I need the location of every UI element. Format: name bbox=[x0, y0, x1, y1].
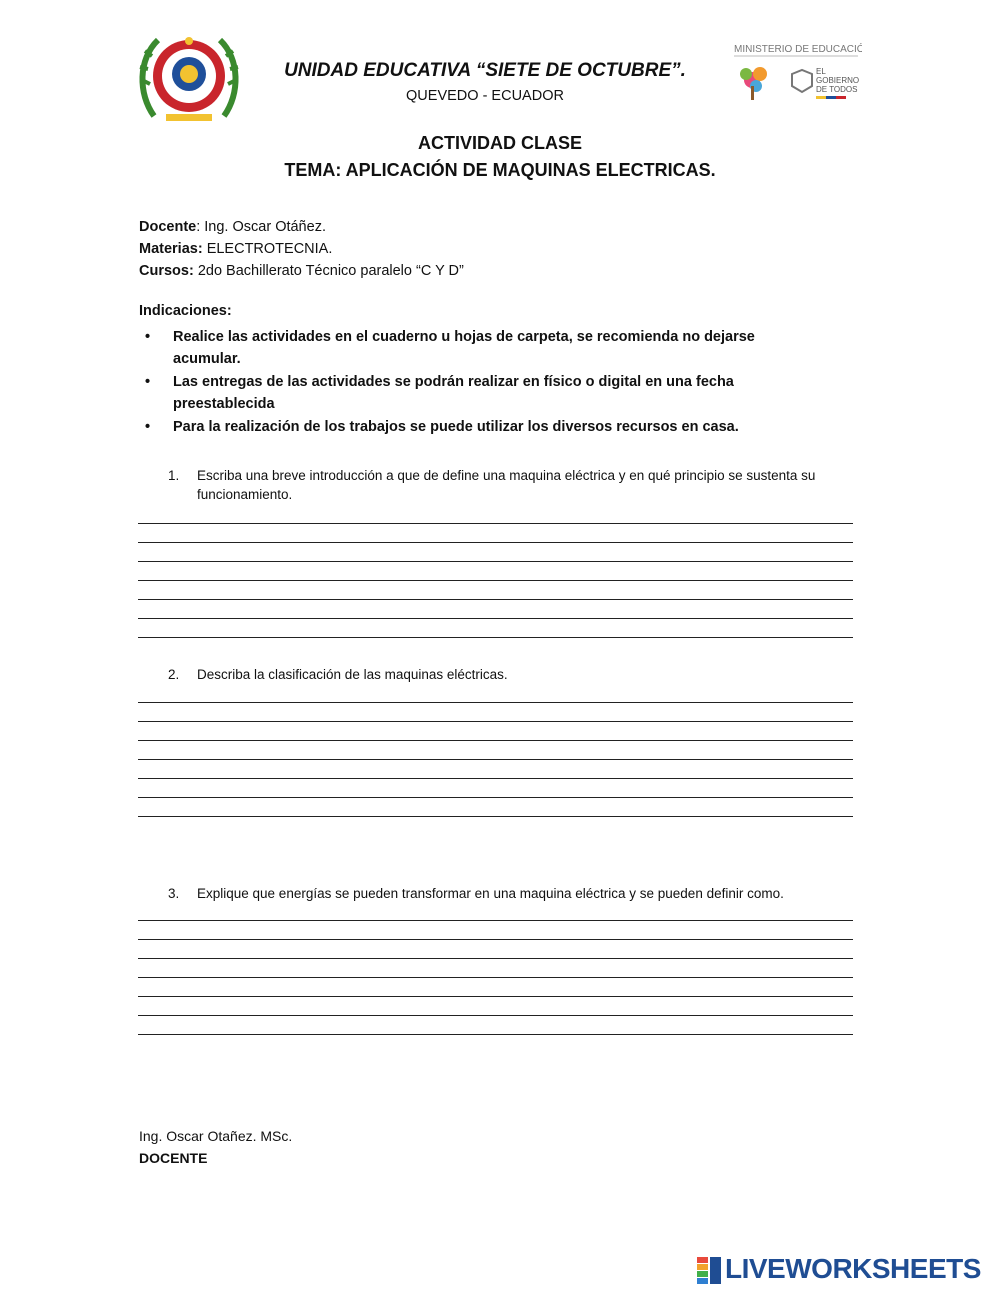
school-name: UNIDAD EDUCATIVA “SIETE DE OCTUBRE”. bbox=[284, 60, 686, 81]
svg-text:GOBIERNO: GOBIERNO bbox=[816, 76, 860, 85]
list-item: • Realice las actividades en el cuaderno u hojas de carpeta, se recomienda no dejarse acumular. bbox=[139, 326, 819, 370]
question-2 bbox=[168, 665, 818, 684]
signature-role: DOCENTE bbox=[139, 1150, 208, 1166]
question-number: 2. bbox=[168, 667, 180, 682]
docente-row bbox=[139, 216, 464, 238]
list-item: • Las entregas de las actividades se podrán realizar en físico o digital en una fecha preestablecida bbox=[139, 371, 819, 415]
question-3 bbox=[168, 884, 818, 903]
question-text: Escriba una breve introducción a que de define una maquina eléctrica y en qué principio se sustenta su funcionamiento. bbox=[197, 468, 816, 502]
signature-name: Ing. Oscar Otañez. MSc. bbox=[139, 1128, 293, 1144]
bullet-icon: • bbox=[145, 329, 151, 345]
question-1 bbox=[168, 466, 818, 504]
answer-lines-1[interactable] bbox=[138, 505, 853, 638]
docente-label: Docente bbox=[139, 219, 197, 235]
question-number: 3. bbox=[168, 886, 180, 901]
bullet-icon: • bbox=[145, 419, 151, 435]
question-text: Explique que energías se pueden transformar en una maquina eléctrica y se pueden definir como. bbox=[197, 886, 784, 901]
cursos-row bbox=[139, 260, 464, 282]
cursos-label: Cursos: bbox=[139, 263, 194, 279]
svg-text:MINISTERIO DE EDUCACIÓN: MINISTERIO DE EDUCACIÓN bbox=[734, 44, 862, 55]
indicaciones-title: Indicaciones: bbox=[139, 303, 232, 319]
liveworksheets-text: LIVEWORKSHEETS bbox=[725, 1253, 981, 1284]
cursos-value: 2do Bachillerato Técnico paralelo “C Y D” bbox=[193, 263, 464, 279]
activity-title: ACTIVIDAD CLASE bbox=[417, 133, 582, 153]
ministry-education-logo bbox=[732, 40, 862, 114]
materias-row bbox=[139, 238, 464, 260]
topic-title: TEMA: APLICACIÓN DE MAQUINAS ELECTRICAS. bbox=[284, 160, 716, 180]
school-city: QUEVEDO - ECUADOR bbox=[406, 88, 564, 104]
liveworksheets-icon bbox=[697, 1257, 723, 1285]
svg-text:EL: EL bbox=[816, 67, 826, 76]
school-crest-logo bbox=[136, 24, 242, 124]
answer-lines-2[interactable] bbox=[138, 684, 853, 817]
bullet-icon: • bbox=[145, 374, 151, 390]
question-text: Describa la clasificación de las maquinas eléctricas. bbox=[197, 667, 508, 682]
svg-text:DE TODOS: DE TODOS bbox=[816, 85, 858, 94]
course-info bbox=[139, 216, 464, 282]
materias-value: ELECTROTECNIA. bbox=[202, 241, 333, 257]
docente-value: : Ing. Oscar Otáñez. bbox=[196, 219, 326, 235]
indicaciones-list bbox=[139, 326, 819, 439]
list-item: • Para la realización de los trabajos se puede utilizar los diversos recursos en casa. bbox=[139, 416, 819, 438]
question-number: 1. bbox=[168, 468, 180, 483]
materias-label: Materias: bbox=[139, 241, 203, 257]
answer-lines-3[interactable] bbox=[138, 902, 853, 1035]
